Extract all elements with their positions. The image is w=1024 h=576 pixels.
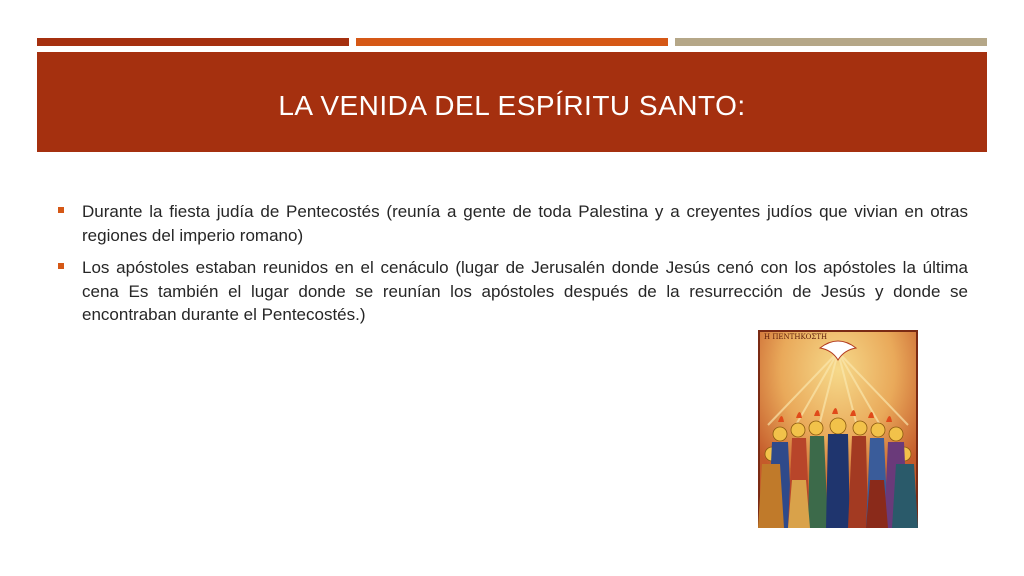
- square-bullet-icon: [58, 207, 64, 213]
- image-caption: Η ΠΕΝΤΗΚΟΣΤΗ: [764, 333, 828, 341]
- slide-body: [58, 200, 968, 336]
- pentecost-icon-image: [758, 330, 918, 528]
- accent-stripe-left: [37, 38, 349, 46]
- slide-title: LA VENIDA DEL ESPÍRITU SANTO:: [278, 90, 746, 121]
- square-bullet-icon: [58, 263, 64, 269]
- apostle-figures: [758, 434, 918, 528]
- bullet-item: [58, 256, 968, 327]
- title-bar: [37, 52, 987, 152]
- accent-stripe-right: [675, 38, 987, 46]
- bullet-text: Los apóstoles estaban reunidos en el cenáculo (lugar de Jerusalén donde Jesús cenó con los apóstoles la última cena Es también el lugar donde se reunían los apóstoles después de la resurrección de Jesús y donde se encontraban durante el Pentecostés.): [82, 258, 968, 324]
- bullet-text: Durante la fiesta judía de Pentecostés (reunía a gente de toda Palestina y a creyentes judíos que vivian en otras regiones del imperio romano): [82, 202, 968, 245]
- accent-stripe-middle: [356, 38, 668, 46]
- bullet-item: [58, 200, 968, 247]
